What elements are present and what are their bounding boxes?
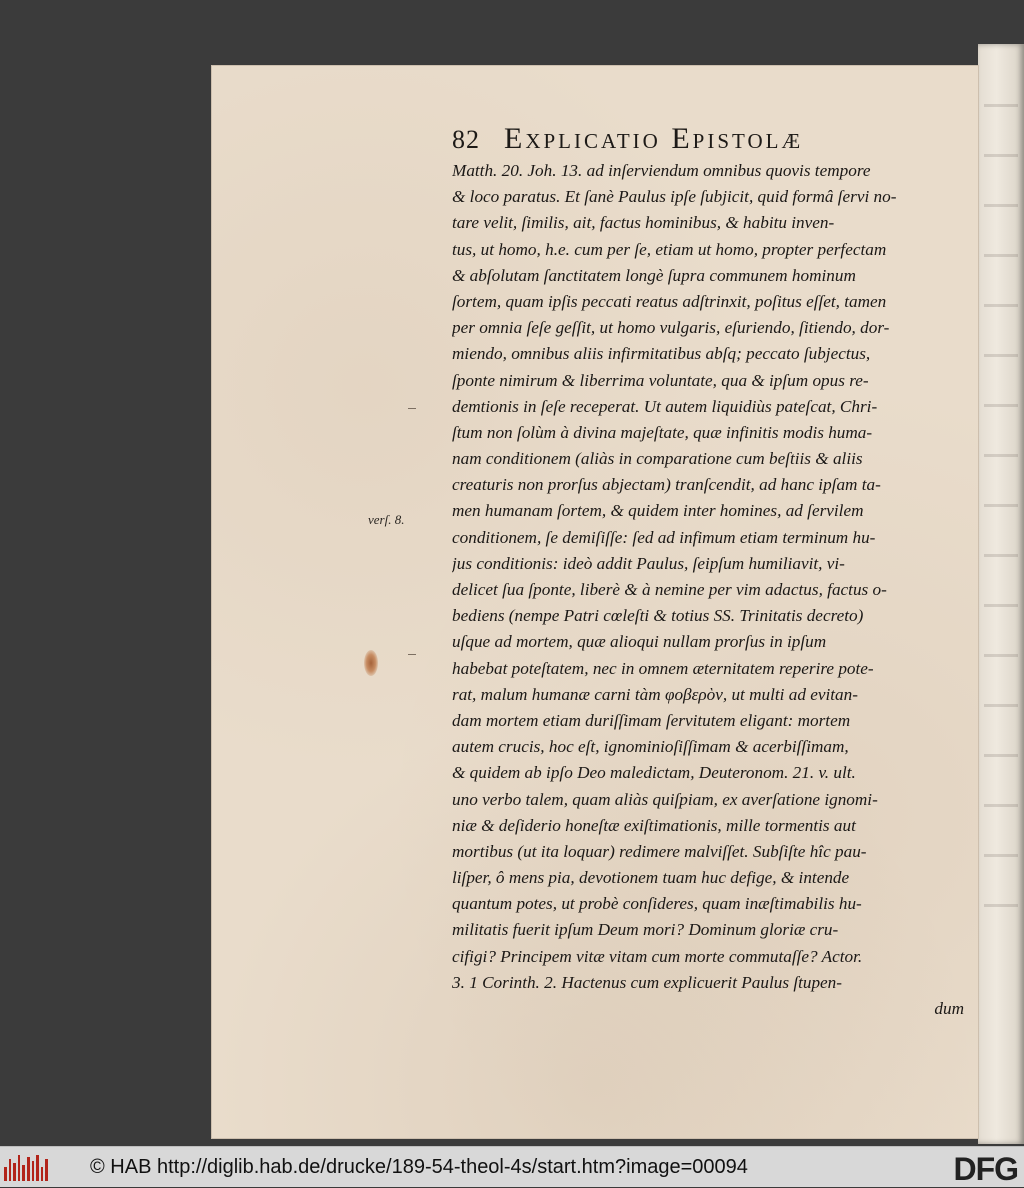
dfg-logo: DFG	[953, 1151, 1018, 1187]
text-line: tare velit, ſimilis, ait, factus hominibus, & habitu inven-	[452, 213, 835, 233]
scanned-page	[212, 66, 978, 1138]
text-line: miendo, omnibus aliis infirmitatibus abſq; peccato ſubjectus,	[452, 344, 871, 364]
text-line: 3. 1 Corinth. 2. Hactenus cum explicuerit Paulus ſtupen-	[452, 972, 843, 992]
body-text	[452, 158, 964, 1022]
text-line: tus, ut homo, h.e. cum per ſe, etiam ut homo, propter perfectam	[452, 239, 887, 259]
text-line: Matth. 20. Joh. 13. ad inſerviendum omnibus quovis tempore	[452, 161, 871, 180]
text-line: men humanam ſortem, & quidem inter homines, ad ſervilem	[452, 501, 864, 521]
margin-mark	[408, 408, 416, 409]
text-line: bediens (nempe Patri cœleſti & totius SS. Trinitatis decreto)	[452, 606, 864, 626]
text-line: quantum potes, ut probè conſideres, quam inæſtimabilis hu-	[452, 894, 862, 914]
text-line: autem crucis, hoc eſt, ignominioſiſſimam & acerbiſſimam,	[452, 737, 849, 757]
text-line: cifigi? Principem vitæ vitam cum morte commutaſſe? Actor.	[452, 946, 863, 966]
page-header	[452, 122, 972, 158]
text-line: uſque ad mortem, quæ alioqui nullam prorſus in ipſum	[452, 632, 827, 652]
text-line: & abſolutam ſanctitatem longè ſupra communem hominum	[452, 265, 856, 285]
text-line: ſtum non ſolùm à divina majeſtate, quæ infinitis modis huma-	[452, 422, 873, 442]
page-number: 82	[452, 125, 480, 154]
text-line: conditionem, ſe demiſiſſe: ſed ad infimum etiam terminum hu-	[452, 527, 876, 547]
text-line: dum	[934, 999, 964, 1018]
text-line: ſortem, quam ipſis peccati reatus adſtrinxit, poſitus eſſet, tamen	[452, 291, 887, 311]
text-line: dam mortem etiam duriſſimam ſervitutem eligant: mortem	[452, 710, 851, 730]
running-head: Explicatio Epistolæ	[504, 122, 804, 155]
text-line: delicet ſua ſponte, liberè & à nemine per vim adactus, factus o-	[452, 580, 887, 599]
manuscript-logo-icon	[4, 1153, 48, 1181]
adjacent-page-edge	[978, 44, 1024, 1144]
copyright-url[interactable]: © HAB http://diglib.hab.de/drucke/189-54-theol-4s/start.htm?image=00094	[90, 1155, 748, 1178]
text-line: niæ & deſiderio honeſtæ exiſtimationis, mille tormentis aut	[452, 815, 856, 835]
text-line: ſponte nimirum & liberrima voluntate, qua & ipſum opus re-	[452, 370, 869, 390]
viewer-footer	[0, 1146, 1024, 1187]
text-line: per omnia ſeſe geſſit, ut homo vulgaris, eſuriendo, ſitiendo, dor-	[452, 318, 890, 338]
text-line: habebat poteſtatem, nec in omnem æternitatem reperire pote-	[452, 658, 874, 678]
margin-mark	[408, 654, 416, 655]
text-line: militatis fuerit ipſum Deum mori? Dominum gloriæ cru-	[452, 920, 839, 940]
text-line: rat, malum humanæ carni tàm φοβερὸν, ut multi ad evitan-	[452, 684, 858, 704]
text-line: & loco paratus. Et ſanè Paulus ipſe ſubjicit, quid formâ ſervi no-	[452, 187, 897, 207]
text-line: mortibus (ut ita loquar) redimere malviſſet. Subſiſte hîc pau-	[452, 841, 867, 861]
text-line: uno verbo talem, quam aliàs quiſpiam, ex averſatione ignomi-	[452, 789, 878, 809]
text-line: liſper, ô mens pia, devotionem tuam huc defige, & intende	[452, 868, 850, 888]
margin-note: verſ. 8.	[368, 512, 405, 527]
text-line: & quidem ab ipſo Deo maledictam, Deuteronom. 21. v. ult.	[452, 763, 856, 783]
text-line: jus conditionis: ideò addit Paulus, ſeipſum humiliavit, vi-	[452, 553, 845, 573]
text-line: demtionis in ſeſe receperat. Ut autem liquidiùs pateſcat, Chri-	[452, 396, 878, 416]
text-line: creaturis non prorſus abjectam) tranſcendit, ad hanc ipſam ta-	[452, 475, 881, 495]
text-line: nam conditionem (aliàs in comparatione cum beſtiis & aliis	[452, 449, 863, 469]
paper-stain	[364, 650, 378, 676]
